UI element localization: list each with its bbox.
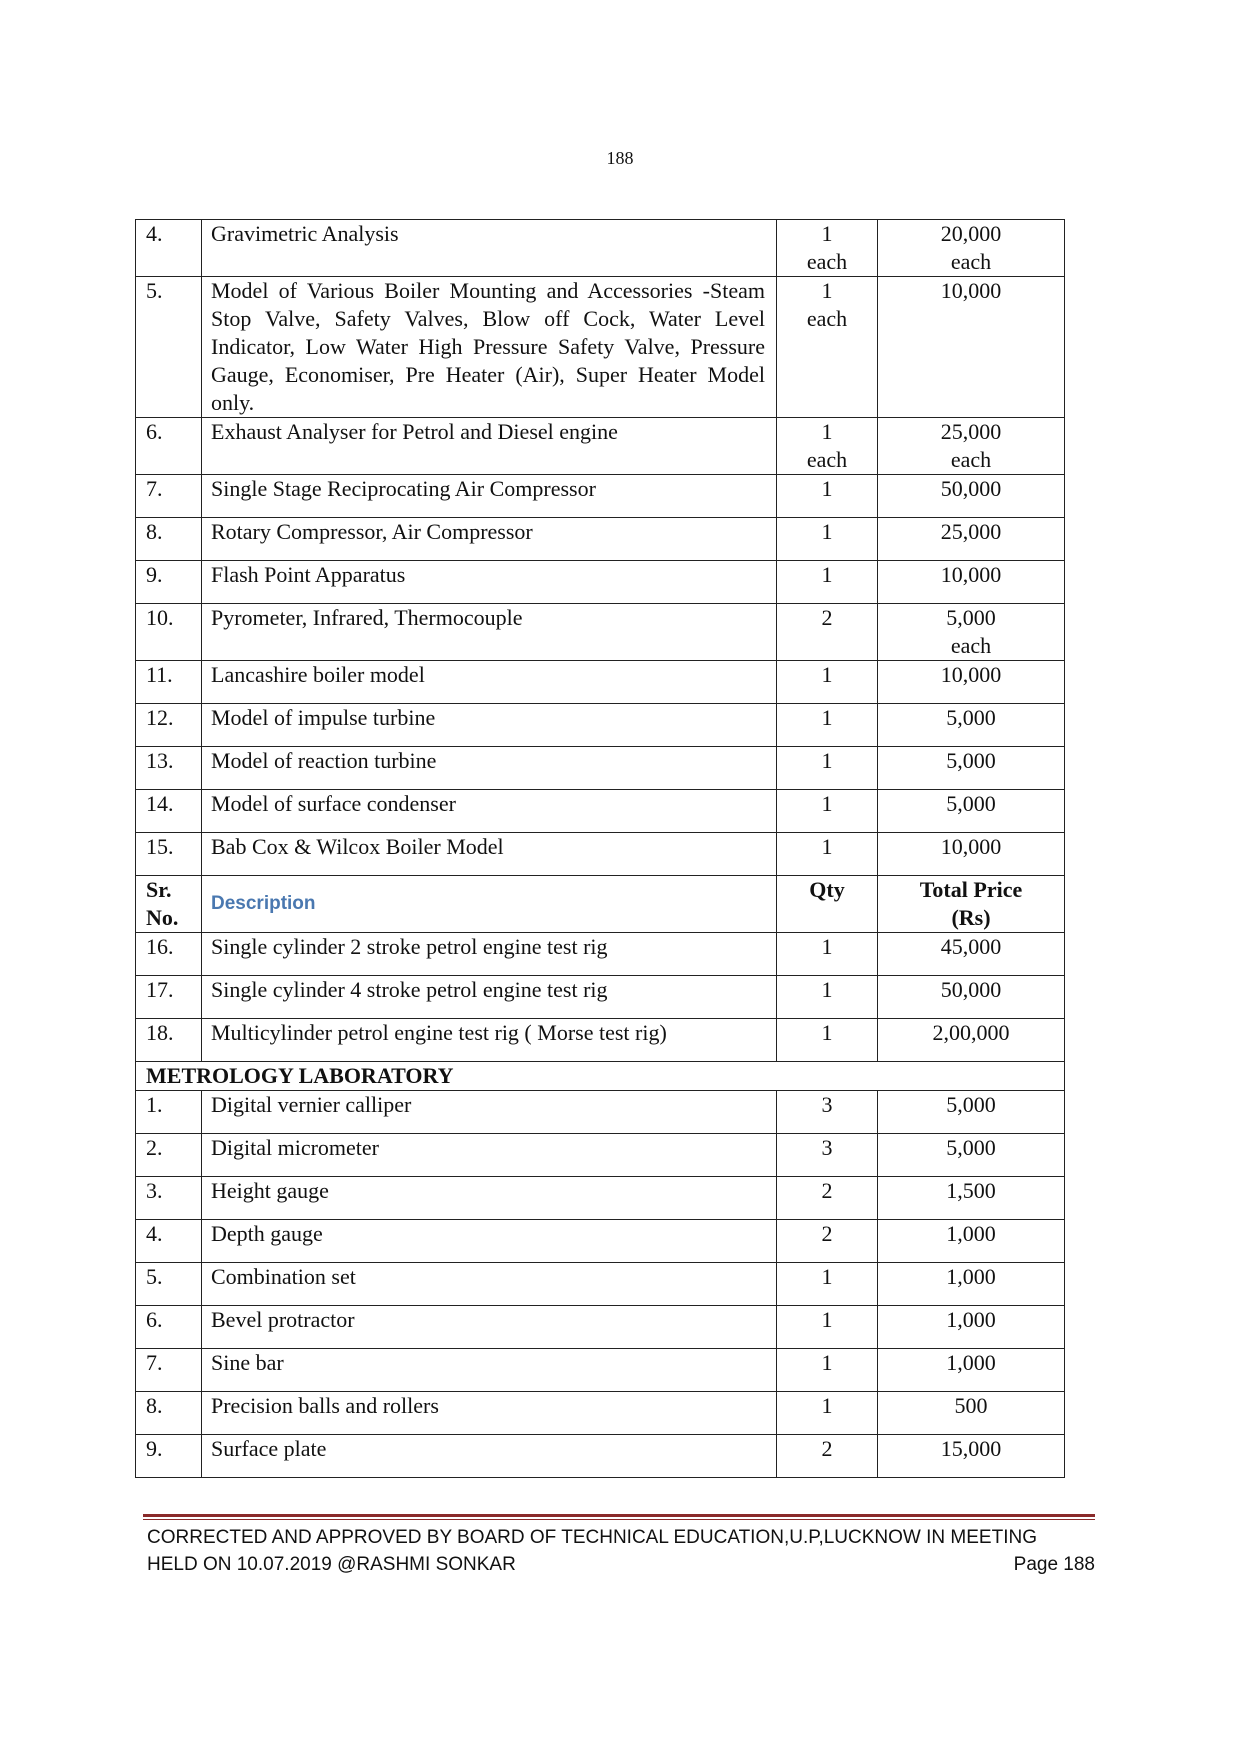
row-price: 15,000 [878,1435,1065,1478]
table-row [136,833,1065,876]
row-sr-no: 7. [136,1349,202,1392]
row-sr-no: 7. [136,475,202,518]
page-footer [147,1524,1095,1578]
table-row [136,220,1065,277]
row-price: 25,000 each [878,418,1065,475]
header-qty: Qty [777,876,878,933]
row-qty: 2 [777,1177,878,1220]
table-row [136,277,1065,418]
row-price: 5,000 [878,1134,1065,1177]
row-description: Lancashire boiler model [202,661,777,704]
table-row [136,1019,1065,1062]
row-qty: 2 [777,1435,878,1478]
row-price: 50,000 [878,976,1065,1019]
row-description: Digital vernier calliper [202,1091,777,1134]
table-row [136,747,1065,790]
row-description: Model of surface condenser [202,790,777,833]
row-sr-no: 5. [136,277,202,418]
row-sr-no: 6. [136,418,202,475]
row-description: Model of impulse turbine [202,704,777,747]
row-qty: 1 [777,1019,878,1062]
footer-divider [143,1514,1095,1520]
footer-approval-line-2: HELD ON 10.07.2019 @RASHMI SONKAR [147,1554,516,1575]
row-description: Single Stage Reciprocating Air Compressor [202,475,777,518]
row-sr-no: 11. [136,661,202,704]
row-description: Single cylinder 4 stroke petrol engine test rig [202,976,777,1019]
row-sr-no: 3. [136,1177,202,1220]
row-price: 10,000 [878,661,1065,704]
row-qty: 2 [777,604,878,661]
row-qty: 1 [777,1306,878,1349]
row-qty: 1 [777,518,878,561]
table-row [136,518,1065,561]
header-total-price: Total Price (Rs) [878,876,1065,933]
table-row [136,976,1065,1019]
row-description: Digital micrometer [202,1134,777,1177]
row-sr-no: 4. [136,1220,202,1263]
table-row [136,704,1065,747]
section-title: METROLOGY LABORATORY [136,1062,1065,1091]
row-description: Height gauge [202,1177,777,1220]
row-description: Rotary Compressor, Air Compressor [202,518,777,561]
row-price: 1,000 [878,1263,1065,1306]
equipment-table [135,219,1065,1478]
row-qty: 1 each [777,220,878,277]
table-row [136,604,1065,661]
table-row [136,1263,1065,1306]
row-price: 10,000 [878,277,1065,418]
table-row [136,933,1065,976]
row-sr-no: 9. [136,1435,202,1478]
row-qty: 1 [777,747,878,790]
row-sr-no: 12. [136,704,202,747]
row-price: 1,500 [878,1177,1065,1220]
row-qty: 1 [777,933,878,976]
table-row [136,561,1065,604]
row-qty: 3 [777,1134,878,1177]
row-description: Single cylinder 2 stroke petrol engine test rig [202,933,777,976]
row-sr-no: 8. [136,518,202,561]
row-sr-no: 18. [136,1019,202,1062]
table-header-row [136,876,1065,933]
row-description: Multicylinder petrol engine test rig ( Morse test rig) [202,1019,777,1062]
row-price: 25,000 [878,518,1065,561]
row-price: 20,000 each [878,220,1065,277]
row-sr-no: 9. [136,561,202,604]
row-qty: 1 each [777,418,878,475]
row-description: Sine bar [202,1349,777,1392]
row-sr-no: 16. [136,933,202,976]
table-row [136,790,1065,833]
row-qty: 1 [777,790,878,833]
row-qty: 1 [777,833,878,876]
row-description: Model of Various Boiler Mounting and Accessories -Steam Stop Valve, Safety Valves, Blow off Cock, Water Level Indicator, Low Water High Pressure Safety Valve, Pressure Gauge, Economiser, Pre Heater (Air), Super Heater Model only. [202,277,777,418]
row-qty: 2 [777,1220,878,1263]
table-row [136,1306,1065,1349]
row-description: Exhaust Analyser for Petrol and Diesel engine [202,418,777,475]
table-row [136,1177,1065,1220]
row-qty: 1 [777,1263,878,1306]
row-qty: 1 [777,976,878,1019]
table-row [136,1392,1065,1435]
row-sr-no: 5. [136,1263,202,1306]
row-sr-no: 2. [136,1134,202,1177]
table-row [136,1091,1065,1134]
row-sr-no: 15. [136,833,202,876]
row-price: 5,000 [878,747,1065,790]
row-sr-no: 10. [136,604,202,661]
row-description: Bevel protractor [202,1306,777,1349]
row-price: 1,000 [878,1220,1065,1263]
row-qty: 1 [777,561,878,604]
header-sr-no: Sr. No. [136,876,202,933]
row-qty: 1 [777,1392,878,1435]
row-price: 1,000 [878,1349,1065,1392]
row-price: 50,000 [878,475,1065,518]
row-price: 5,000 each [878,604,1065,661]
row-sr-no: 14. [136,790,202,833]
row-price: 1,000 [878,1306,1065,1349]
row-qty: 1 [777,475,878,518]
row-description: Bab Cox & Wilcox Boiler Model [202,833,777,876]
row-sr-no: 13. [136,747,202,790]
header-description: Description [202,876,777,933]
row-price: 5,000 [878,704,1065,747]
row-price: 500 [878,1392,1065,1435]
row-price: 10,000 [878,833,1065,876]
row-price: 45,000 [878,933,1065,976]
table-row [136,418,1065,475]
row-description: Pyrometer, Infrared, Thermocouple [202,604,777,661]
footer-approval-line-1: CORRECTED AND APPROVED BY BOARD OF TECHNICAL EDUCATION,U.P,LUCKNOW IN MEETING [147,1527,1037,1548]
row-description: Surface plate [202,1435,777,1478]
row-qty: 1 [777,1349,878,1392]
row-description: Flash Point Apparatus [202,561,777,604]
page-number: 188 [606,148,634,168]
table-row [136,1349,1065,1392]
row-sr-no: 8. [136,1392,202,1435]
table-row [136,661,1065,704]
row-sr-no: 17. [136,976,202,1019]
footer-page-label: Page 188 [1013,1554,1095,1575]
row-price: 5,000 [878,790,1065,833]
row-price: 10,000 [878,561,1065,604]
row-sr-no: 1. [136,1091,202,1134]
table-row [136,1220,1065,1263]
table-row [136,475,1065,518]
table-row [136,1134,1065,1177]
row-description: Depth gauge [202,1220,777,1263]
row-price: 5,000 [878,1091,1065,1134]
row-description: Gravimetric Analysis [202,220,777,277]
row-qty: 1 [777,661,878,704]
row-sr-no: 4. [136,220,202,277]
table-row [136,1435,1065,1478]
section-header-row [136,1062,1065,1091]
row-qty: 3 [777,1091,878,1134]
row-description: Model of reaction turbine [202,747,777,790]
row-qty: 1 each [777,277,878,418]
row-sr-no: 6. [136,1306,202,1349]
row-qty: 1 [777,704,878,747]
row-description: Precision balls and rollers [202,1392,777,1435]
row-price: 2,00,000 [878,1019,1065,1062]
row-description: Combination set [202,1263,777,1306]
